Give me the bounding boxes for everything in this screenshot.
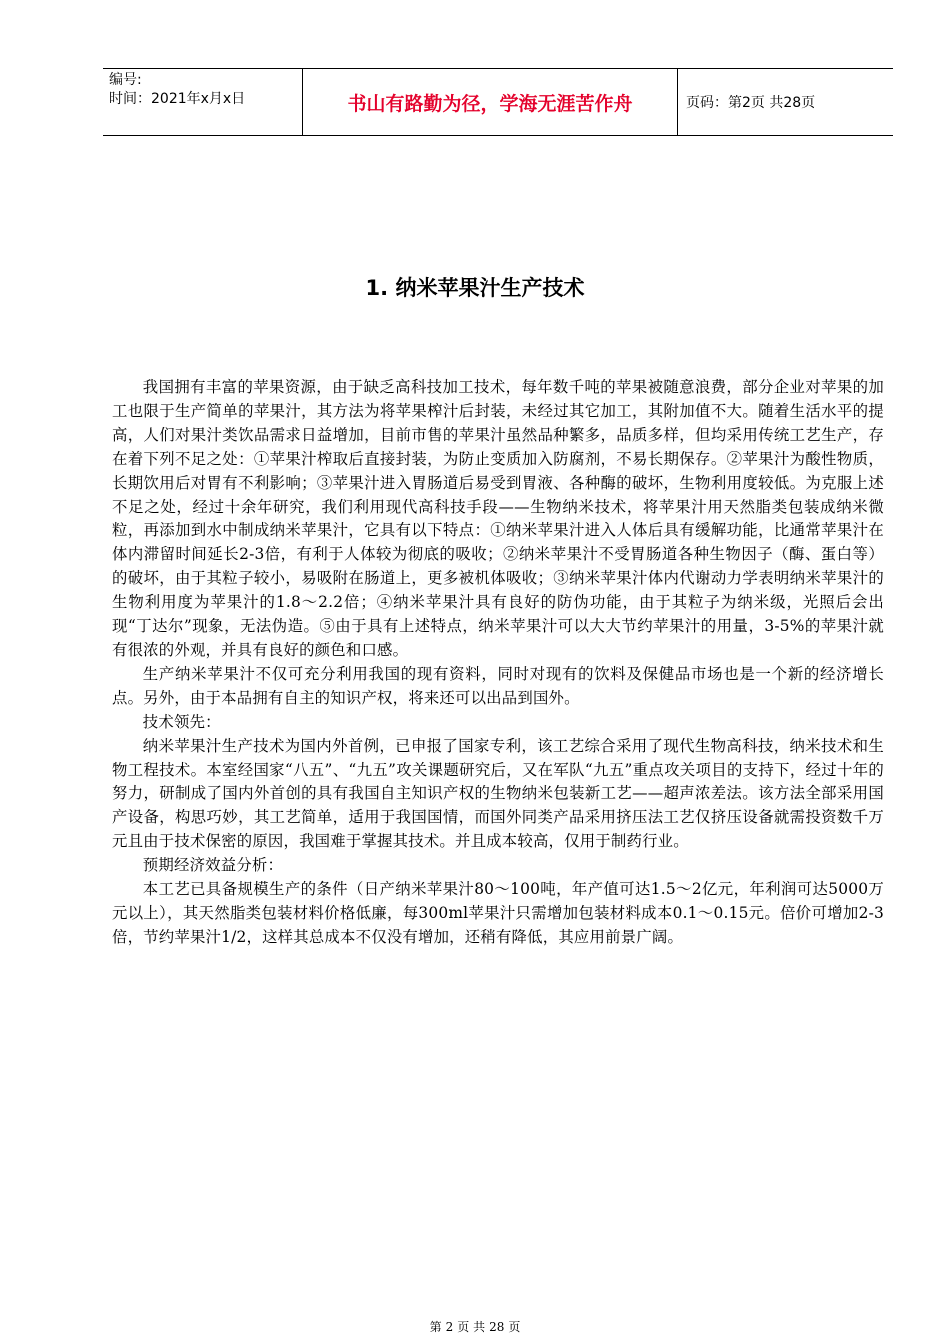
time-label: 时间：2021年x月x日 — [109, 91, 246, 107]
footer-mid: 页 共 — [457, 1320, 486, 1334]
document-title: 1. 纳米苹果汁生产技术 — [365, 276, 585, 300]
page-header — [103, 68, 893, 136]
section-heading-tech: 技术领先： — [142, 712, 221, 731]
header-motto: 书山有路勤为径，学海无涯苦作舟 — [303, 69, 678, 135]
page-footer — [0, 1318, 950, 1335]
paragraph-intro: 我国拥有丰富的苹果资源，由于缺乏高科技加工技术，每年数千吨的苹果被随意浪费，部分企业对苹果的加工也限于生产简单的苹果汁，其方法为将苹果榨汁后封装，未经过其它加工，其附加值不大。随着生活水平的提高，人们对果汁类饮品需求日益增加，目前市售的苹果汁虽然品种繁多，品质多样，但均采用传统工艺生产，存在着下列不足之处：①苹果汁榨取后直接封装，为防止变质加入防腐剂，不易长期保存。②苹果汁为酸性物质，长期饮用后对胃有不利影响；③苹果汁进入胃肠道后易受到胃液、各种酶的破坏，生物利用度较低。为克服上述不足之处，经过十余年研究，我们利用现代高科技手段——生物纳米技术，将苹果汁用天然脂类包装成纳米微粒，再添加到水中制成纳米苹果汁，它具有以下特点：①纳米苹果汁进入人体后具有缓解功能，比通常苹果汁在体内滞留时间延长2-3倍，有利于人体较为彻底的吸收；②纳米苹果汁不受胃肠道各种生物因子（酶、蛋白等）的破坏，由于其粒子较小，易吸附在肠道上，更多被机体吸收；③纳米苹果汁体内代谢动力学表明纳米苹果汁的生物利用度为苹果汁的1.8～2.2倍；④纳米苹果汁具有良好的防伪功能，由于其粒子为纳米级，光照后会出现“丁达尔”现象，无法伪造。⑤由于具有上述特点，纳米苹果汁可以大大节约苹果汁的用量，3-5%的苹果汁就有很浓的外观，并具有良好的颜色和口感。 — [112, 378, 884, 659]
paragraph-market: 生产纳米苹果汁不仅可充分利用我国的现有资料，同时对现有的饮料及保健品市场也是一个新的经济增长点。另外，由于本品拥有自主的知识产权，将来还可以出品到国外。 — [112, 664, 884, 707]
footer-suffix: 页 — [508, 1320, 521, 1334]
header-meta — [103, 69, 303, 135]
footer-prefix: 第 — [429, 1320, 442, 1334]
paragraph-economics: 本工艺已具备规模生产的条件（日产纳米苹果汁80～100吨，年产值可达1.5～2亿元，年利润可达5000万元以上），其天然脂类包装材料价格低廉，每300ml苹果汁只需增加包装材料成本0.1～0.15元。倍价可增加2-3倍，节约苹果汁1/2，这样其总成本不仅没有增加，还稍有降低，其应用前景广阔。 — [112, 880, 884, 946]
footer-total-pages: 28 — [489, 1320, 505, 1334]
section-heading-economics: 预期经济效益分析： — [142, 856, 284, 875]
header-page-info: 页码：第2页 共28页 — [686, 95, 816, 111]
document-body — [112, 376, 884, 950]
serial-label: 编号: — [109, 72, 142, 88]
footer-page-number: 2 — [445, 1320, 454, 1334]
paragraph-tech: 纳米苹果汁生产技术为国内外首例，已申报了国家专利，该工艺综合采用了现代生物高科技，纳米技术和生物工程技术。本室经国家“八五”、“九五”攻关课题研究后，又在军队“九五”重点攻关项目的支持下，经过十年的努力，研制成了国内外首创的具有我国自主知识产权的生物纳米包装新工艺——超声浓差法。该方法全部采用国产设备，构思巧妙，其工艺简单，适用于我国国情，而国外同类产品采用挤压法工艺仅挤压设备就需投资数千万元且由于技术保密的原因，我国难于掌握其技术。并且成本较高，仅用于制药行业。 — [112, 736, 884, 851]
